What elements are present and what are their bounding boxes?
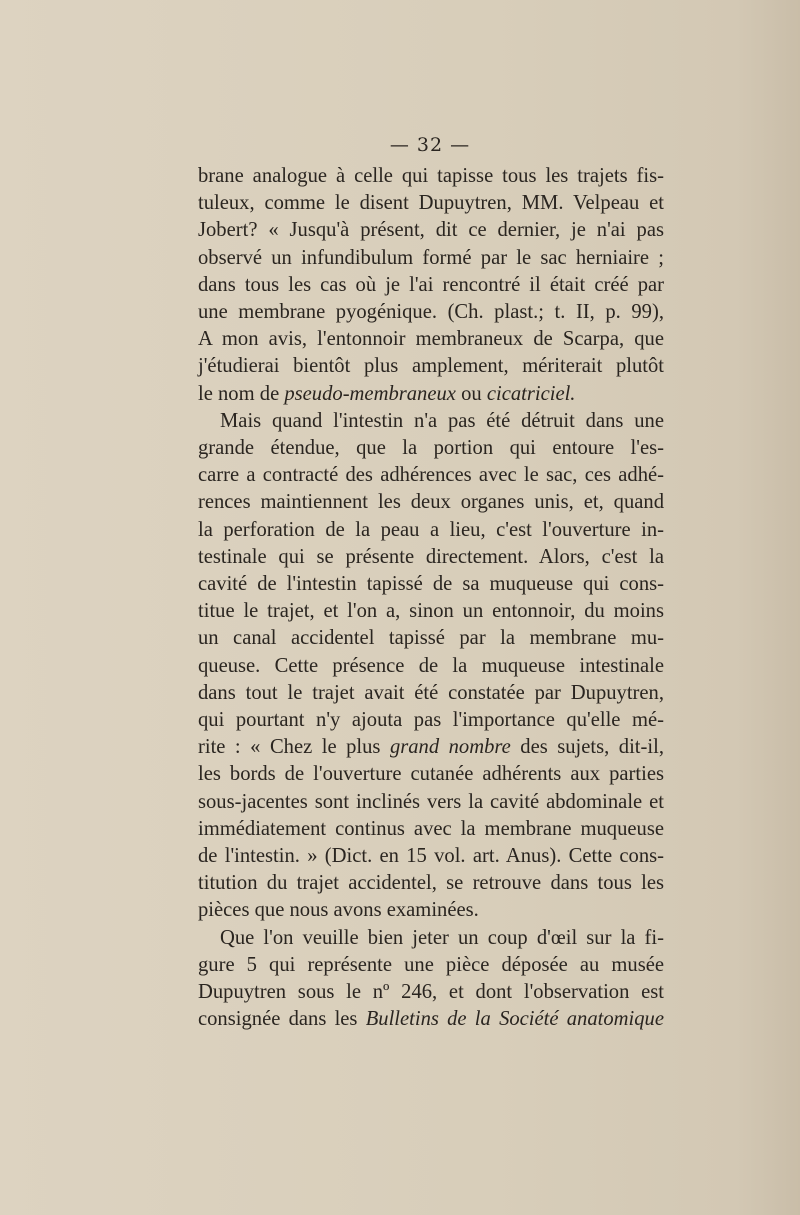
text-line: brane analogue à celle qui tapisse tous les trajets fis- bbox=[198, 165, 664, 187]
text-line: de l'intestin. » (Dict. en 15 vol. art. Anus). Cette cons- bbox=[198, 845, 664, 868]
text-line: tuleux, comme le disent Dupuytren, MM. Velpeau et bbox=[198, 192, 664, 215]
text-run: le nom de bbox=[198, 382, 285, 405]
text-line: Dupuytren sous le nº 246, et dont l'observation est bbox=[198, 981, 664, 1004]
text-run: rite : « Chez le plus bbox=[198, 736, 390, 759]
text-line: titution du trajet accidentel, se retrouve dans tous les bbox=[198, 872, 664, 895]
italic-term: Bulletins de la Société anatomique bbox=[365, 1008, 664, 1031]
paragraph-start-line: Mais quand l'intestin n'a pas été détruit dans une bbox=[220, 409, 664, 432]
text-line: testinale qui se présente directement. Alors, c'est la bbox=[198, 545, 664, 568]
text-line: grande étendue, que la portion qui entoure l'es- bbox=[198, 437, 664, 460]
paragraph-start-line: Que l'on veuille bien jeter un coup d'œil sur la fi- bbox=[220, 926, 664, 949]
text-line: qui pourtant n'y ajouta pas l'importance qu'elle mé- bbox=[198, 709, 664, 732]
text-line: carre a contracté des adhérences avec le sac, ces adhé- bbox=[198, 464, 664, 487]
text-line: dans tout le trajet avait été constatée par Dupuytren, bbox=[198, 681, 664, 704]
text-line: immédiatement continus avec la membrane muqueuse bbox=[198, 817, 664, 840]
text-line: cavité de l'intestin tapissé de sa muqueuse qui cons- bbox=[198, 573, 664, 596]
text-run: des sujets, dit-il, bbox=[510, 736, 664, 759]
text-line: la perforation de la peau a lieu, c'est l'ouverture in- bbox=[198, 518, 664, 541]
text-line: sous-jacentes sont inclinés vers la cavité abdominale et bbox=[198, 790, 664, 813]
body-text bbox=[198, 163, 664, 1034]
text-line: dans tous les cas où je l'ai rencontré il était créé par bbox=[198, 273, 664, 296]
italic-term: grand nombre bbox=[389, 736, 511, 759]
text-line bbox=[198, 734, 664, 761]
page-number: — 32 — bbox=[389, 134, 471, 156]
text-line: j'étudierai bientôt plus amplement, mériterait plutôt bbox=[198, 355, 664, 378]
text-line: pièces que nous avons examinées. bbox=[198, 899, 479, 922]
text-run: consignée dans les bbox=[198, 1008, 366, 1031]
italic-term: pseudo-membraneux bbox=[284, 382, 456, 405]
text-line: gure 5 qui représente une pièce déposée au musée bbox=[198, 953, 664, 976]
italic-term: cicatriciel. bbox=[486, 382, 576, 405]
text-line: les bords de l'ouverture cutanée adhérents aux parties bbox=[198, 763, 664, 786]
text-line: un canal accidentel tapissé par la membrane mu- bbox=[198, 627, 664, 650]
text-line bbox=[198, 381, 664, 408]
text-line: titue le trajet, et l'on a, sinon un entonnoir, du moins bbox=[198, 600, 664, 623]
text-line: Jobert? « Jusqu'à présent, dit ce dernier, je n'ai pas bbox=[198, 219, 664, 242]
text-run: ou bbox=[455, 382, 487, 405]
text-line bbox=[198, 1006, 664, 1033]
text-line: queuse. Cette présence de la muqueuse intestinale bbox=[198, 654, 664, 677]
text-line: observé un infundibulum formé par le sac herniaire ; bbox=[198, 246, 664, 269]
text-line: A mon avis, l'entonnoir membraneux de Scarpa, que bbox=[198, 328, 664, 351]
text-line: rences maintiennent les deux organes unis, et, quand bbox=[198, 491, 664, 514]
text-line: une membrane pyogénique. (Ch. plast.; t. II, p. 99), bbox=[198, 301, 664, 324]
